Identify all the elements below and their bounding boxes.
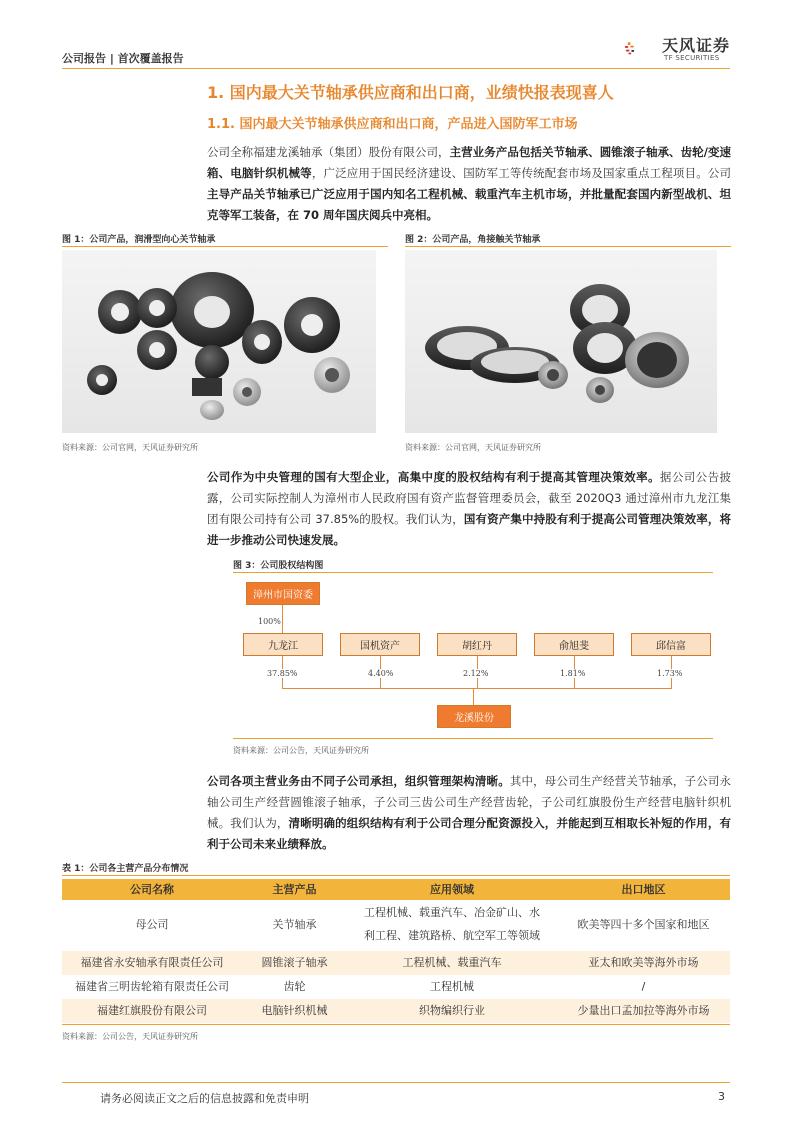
para2-text-c: 国有资产集中持股有利于提高公司管理决策效率，将进一步推动公司快速发展。 <box>207 512 731 547</box>
figure-2-source: 资料来源：公司官网，天风证券研究所 <box>405 443 541 452</box>
para1-text-b: 主营业务产品包括关节轴承、圆锥滚子轴承、齿轮/变速箱、电脑针织机械等 <box>207 145 732 180</box>
org-holder-1: 九龙江 <box>243 633 323 656</box>
table-cell-region: 少量出口孟加拉等海外市场 <box>577 1004 710 1017</box>
report-type-header: 公司报告 | 首次覆盖报告 <box>62 52 184 65</box>
figure-1-bearing-photo <box>62 250 376 433</box>
table-cell-product: 齿轮 <box>283 980 306 993</box>
org-holder-5: 邱信富 <box>631 633 711 656</box>
para1-text-c: ，广泛应用于国民经济建设、国防军工等传统配套市场及国家重点工程项目。公司 <box>311 166 732 180</box>
para1-text-a: 公司全称福建龙溪轴承（集团）股份有限公司， <box>207 145 450 159</box>
table-cell-field: 工程机械 <box>430 980 474 993</box>
para3-text-b: 其中，母公司生产经营关节轴承，子公司永轴公司生产经营圆锥滚子轴承，子公司三齿公司生产经营齿轮，子公司红旗股份生产经营电脑针织机械。我们认为， <box>207 774 732 830</box>
org-holder-4-pct: 1.81% <box>560 669 586 678</box>
table-cell-company: 福建省永安轴承有限责任公司 <box>80 956 224 969</box>
figure-1-source: 资料来源：公司官网，天风证券研究所 <box>62 443 198 452</box>
table-cell-region: 欧美等四十多个国家和地区 <box>577 918 710 931</box>
footer-divider <box>62 1082 730 1083</box>
org-connector <box>282 688 672 689</box>
figure-2-rule <box>405 246 731 247</box>
table-1-source: 资料来源：公司公告，天风证券研究所 <box>62 1032 198 1041</box>
org-holder-2: 国机资产 <box>340 633 420 656</box>
table-cell-product: 关节轴承 <box>272 918 317 931</box>
org-holder-3-pct: 2.12% <box>463 669 489 678</box>
figure-3-rule <box>233 572 713 573</box>
figure-3-bottom-rule <box>233 738 713 739</box>
figure-1-rule <box>62 246 388 247</box>
header-divider <box>62 68 730 69</box>
table-cell-region: / <box>641 980 646 993</box>
org-holder-1-pct: 37.85% <box>267 669 298 678</box>
logo-chinese-name: 天风证券 <box>662 36 731 55</box>
section-heading-1-1: 1.1. 国内最大关节轴承供应商和出口商，产品进入国防军工市场 <box>207 117 578 132</box>
para2-text-a: 公司作为中央管理的国有大型企业，高集中度的股权结构有利于提高其管理决策效率。 <box>207 470 660 484</box>
para3-text-c: 清晰明确的组织结构有利于公司合理分配资源投入，并能起到互相取长补短的作用，有利于公司未来业绩释放。 <box>207 816 732 851</box>
intro-paragraph <box>207 142 731 226</box>
org-connector <box>473 688 474 705</box>
org-connector <box>282 605 283 633</box>
structure-paragraph <box>207 771 731 855</box>
figure-1-caption: 图 1：公司产品，润滑型向心关节轴承 <box>62 235 216 245</box>
footer-disclaimer: 请务必阅读正文之后的信息披露和免责申明 <box>100 1092 309 1105</box>
org-holder-3: 胡红丹 <box>437 633 517 656</box>
org-top-pct: 100% <box>258 617 281 626</box>
table-cell-region: 亚太和欧美等海外市场 <box>588 956 699 969</box>
page-number: 3 <box>718 1090 725 1103</box>
ownership-paragraph <box>207 467 731 551</box>
table-cell-field: 织物编织行业 <box>419 1004 485 1017</box>
table-1-rule <box>62 875 730 876</box>
org-company: 龙溪股份 <box>437 705 511 728</box>
table-cell-company: 母公司 <box>135 918 169 931</box>
table-header-product: 主营产品 <box>272 883 317 896</box>
table-header-region: 出口地区 <box>621 883 666 896</box>
tf-securities-logo-icon <box>624 28 664 68</box>
figure-3-caption: 图 3：公司股权结构图 <box>233 561 324 571</box>
table-cell-field: 利工程、建筑路桥、航空军工等领域 <box>364 929 540 942</box>
table-1-caption: 表 1：公司各主营产品分布情况 <box>62 864 189 874</box>
para2-text-b: 据公司公告披露，公司实际控制人为漳州市人民政府国有资产监督管理委员会，截至 2020Q3 通过漳州市九龙江集团有限公司持有公司 37.85%的股权。我们认为， <box>207 470 731 526</box>
table-1-bottom-rule <box>62 1024 730 1025</box>
figure-2-caption: 图 2：公司产品，角接触关节轴承 <box>405 235 541 245</box>
table-header-field: 应用领域 <box>430 883 474 896</box>
para3-text-a: 公司各项主营业务由不同子公司承担，组织管理架构清晰。 <box>207 774 510 788</box>
table-cell-product: 电脑针织机械 <box>261 1004 328 1017</box>
table-cell-field: 工程机械、载重汽车、冶金矿山、水 <box>364 906 540 919</box>
table-cell-field: 工程机械、载重汽车 <box>402 956 502 969</box>
table-header-company: 公司名称 <box>130 883 174 896</box>
para1-text-d: 主导产品关节轴承已广泛应用于国内知名工程机械、载重汽车主机市场，并批量配套国内新型战机、坦克等军工装备，在 70 周年国庆阅兵中亮相。 <box>207 187 731 222</box>
org-holder-2-pct: 4.40% <box>368 669 394 678</box>
figure-2-bearing-photo <box>405 250 717 433</box>
org-holder-4: 俞旭斐 <box>534 633 614 656</box>
org-holder-5-pct: 1.73% <box>657 669 683 678</box>
logo-english-name: TF SECURITIES <box>664 54 720 62</box>
section-heading-1: 1. 国内最大关节轴承供应商和出口商，业绩快报表现喜人 <box>207 83 614 102</box>
org-top-holder: 漳州市国资委 <box>246 582 320 605</box>
table-cell-company: 福建省三明齿轮箱有限责任公司 <box>75 980 229 993</box>
table-cell-company: 福建红旗股份有限公司 <box>97 1004 207 1017</box>
figure-3-source: 资料来源：公司公告，天风证券研究所 <box>233 746 369 755</box>
table-cell-product: 圆锥滚子轴承 <box>261 956 328 969</box>
